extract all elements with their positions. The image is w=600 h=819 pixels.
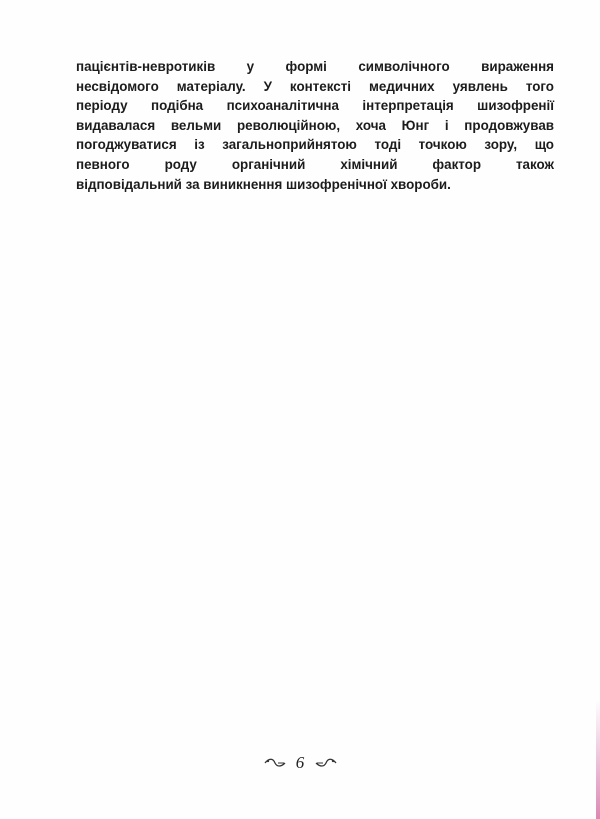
flourish-right-icon bbox=[315, 757, 337, 769]
page-number: 6 bbox=[295, 753, 305, 773]
flourish-left-icon bbox=[264, 757, 286, 769]
text-line: погоджуватися із загальноприйнятою тоді точкою зору, що bbox=[76, 137, 554, 153]
text-line: відповідальний за виникнення шизофренічної хвороби. bbox=[76, 176, 451, 192]
page-edge-mark bbox=[596, 700, 600, 819]
page-footer bbox=[0, 752, 600, 773]
text-line: видавалася вельми революційною, хоча Юнг і продовжував bbox=[76, 117, 554, 133]
body-paragraph bbox=[76, 57, 554, 194]
text-line: несвідомого матеріалу. У контексті медичних уявлень того bbox=[76, 78, 554, 94]
text-line: періоду подібна психоаналітична інтерпретація шизофренії bbox=[76, 98, 554, 114]
text-line: пацієнтів-невротиків у формі символічного вираження bbox=[76, 59, 554, 74]
text-line: певного роду органічний хімічний фактор також bbox=[76, 156, 554, 172]
